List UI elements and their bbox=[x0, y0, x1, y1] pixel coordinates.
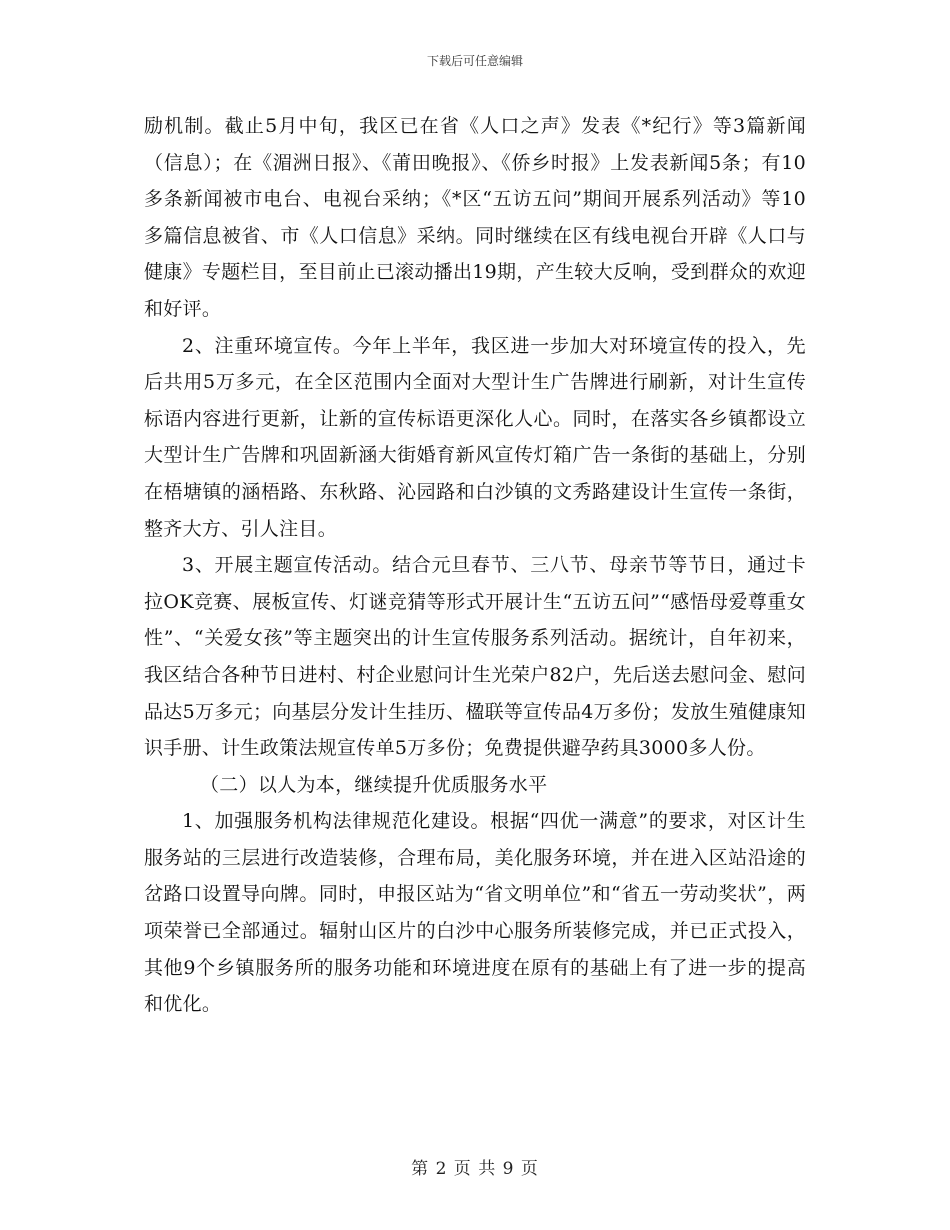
section-subheading: （二）以人为本，继续提升优质服务水平 bbox=[200, 773, 548, 796]
paragraph-environment-publicity: 2、注重环境宣传。今年上半年，我区进一步加大对环境宣传的投入，先后共用5万多元，在全区范围内全面对大型计生广告牌进行刷新，对计生宣传标语内容进行更新，让新的宣传标语更深化人心。同时，在落实各乡镇都设立大型计生广告牌和巩固新涵大街婚育新风宣传灯箱广告一条街的基础上，分别在梧塘镇的涵梧路、东秋路、沁园路和白沙镇的文秀路建设计生宣传一条街，整齐大方、引人注目。 bbox=[144, 334, 806, 540]
paragraph-continuation: 励机制。截止5月中旬，我区已在省《人口之声》发表《*纪行》等3篇新闻（信息）；在《湄洲日报》、《莆田晚报》、《侨乡时报》上发表新闻5条；有10多条新闻被市电台、电视台采纳；《*区“五访五问”期间开展系列活动》等10多篇信息被省、市《人口信息》采纳。同时继续在区有线电视台开辟《人口与健康》专题栏目，至目前止已滚动播出19期，产生较大反响，受到群众的欢迎和好评。 bbox=[144, 115, 806, 320]
paragraph-service-institutions: 1、加强服务机构法律规范化建设。根据“四优一满意”的要求，对区计生服务站的三层进行改造装修，合理布局，美化服务环境，并在进入区站沿途的岔路口设置导向牌。同时，申报区站为“省文明单位”和“省五一劳动奖状”，两项荣誉已全部通过。辐射山区片的白沙中心服务所装修完成，并已正式投入，其他9个乡镇服务所的服务功能和环境进度在原有的基础上有了进一步的提高和优化。 bbox=[144, 810, 806, 1016]
paragraph-theme-activities: 3、开展主题宣传活动。结合元旦春节、三八节、母亲节等节日，通过卡拉OK竞赛、展板宣传、灯谜竞猜等形式开展计生“五访五问”“感悟母爱尊重女性”、“关爱女孩”等主题突出的计生宣传服务系列活动。据统计，自年初来，我区结合各种节日进村、村企业慰问计生光荣户82户，先后送去慰问金、慰问品达5万多元；向基层分发计生挂历、楹联等宣传品4万多份；发放生殖健康知识手册、计生政策法规宣传单5万多份；免费提供避孕药具3000多人份。 bbox=[144, 554, 806, 760]
document-body bbox=[144, 108, 806, 1023]
page-header-note: 下载后可任意编辑 bbox=[426, 54, 523, 68]
page-number-footer: 第 2 页 共 9 页 bbox=[411, 1159, 539, 1179]
